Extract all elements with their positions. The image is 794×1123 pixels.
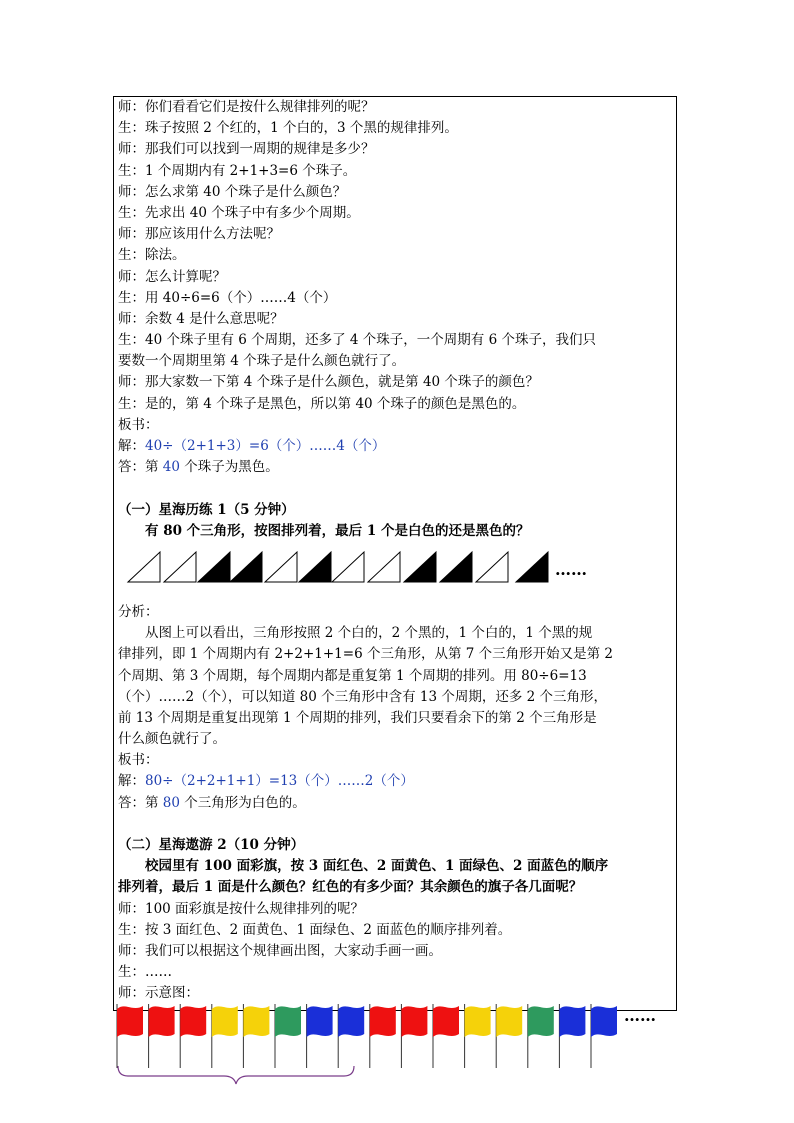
text-line: 个周期、第 3 个周期，每个周期内都是重复第 1 个周期的排列。用 80÷6=13 bbox=[118, 667, 587, 684]
text-line: 师：那应该用什么方法呢？ bbox=[118, 226, 280, 243]
white-triangle bbox=[368, 552, 400, 582]
answer-line-1 bbox=[118, 457, 670, 478]
text-line: 生：除法。 bbox=[118, 247, 186, 264]
analysis-label: 分析： bbox=[118, 603, 159, 620]
green-flag bbox=[528, 1004, 554, 1068]
blue-flag bbox=[307, 1004, 333, 1068]
solution-line-2 bbox=[118, 771, 670, 792]
red-flag bbox=[117, 1004, 143, 1068]
text-line: 师：我们可以根据这个规律画出图，大家动手画一画。 bbox=[118, 942, 442, 959]
red-flag bbox=[180, 1004, 206, 1068]
solution-prefix: 解： bbox=[118, 773, 145, 790]
red-flag bbox=[149, 1004, 175, 1068]
black-triangle bbox=[198, 552, 230, 582]
blue-flag bbox=[559, 1004, 585, 1068]
text-line: 律排列，即 1 个周期内有 2+2+1+1=6 个三角形，从第 7 个三角形开始又是第 2 bbox=[118, 646, 613, 663]
section2-question-line-1: 校园里有 100 面彩旗，按 3 面红色、2 面黄色、1 面绿色、2 面蓝色的顺序 bbox=[145, 858, 609, 875]
solution-expression: 40÷（2+1+3）=6（个）……4（个） bbox=[145, 438, 386, 454]
text-line: 师：余数 4 是什么意思呢？ bbox=[118, 310, 284, 327]
text-line: （个）……2（个），可以知道 80 个三角形中含有 13 个周期，还多 2 个三角形， bbox=[118, 688, 608, 705]
triangle-ellipsis: …… bbox=[555, 559, 587, 579]
black-triangle bbox=[404, 552, 436, 582]
black-triangle bbox=[516, 552, 548, 582]
black-triangle bbox=[440, 552, 472, 582]
answer-prefix: 答：第 bbox=[118, 459, 163, 476]
solution-line-1 bbox=[118, 436, 670, 457]
black-triangle bbox=[299, 552, 331, 582]
text-line: 生：…… bbox=[118, 964, 172, 981]
dialogue-block-1 bbox=[118, 97, 670, 436]
blue-flag bbox=[338, 1004, 364, 1068]
answer-suffix: 个三角形为白色的。 bbox=[179, 794, 306, 811]
white-triangle bbox=[476, 552, 508, 582]
red-flag bbox=[370, 1004, 396, 1068]
answer-number: 40 bbox=[162, 459, 180, 476]
triangle-sequence bbox=[118, 546, 670, 600]
text-line: 师：示意图： bbox=[118, 985, 199, 1002]
yellow-flag bbox=[465, 1004, 491, 1068]
answer-suffix: 个珠子为黑色。 bbox=[179, 459, 279, 476]
flag-figure bbox=[112, 998, 672, 1088]
text-line: 师：100 面彩旗是按什么规律排列的呢？ bbox=[118, 900, 365, 917]
text-line: 生：先求出 40 个珠子中有多少个周期。 bbox=[118, 204, 360, 221]
text-line: 生：1 个周期内有 2+1+3=6 个珠子。 bbox=[118, 162, 357, 179]
white-triangle bbox=[265, 552, 297, 582]
text-line: 师：你们看看它们是按什么规律排列的呢？ bbox=[118, 99, 375, 115]
answer-line-2 bbox=[118, 793, 670, 814]
text-line: 要数一个周期里第 4 个珠子是什么颜色就行了。 bbox=[118, 353, 406, 370]
dialogue-block-2 bbox=[118, 899, 670, 1005]
yellow-flag bbox=[212, 1004, 238, 1068]
section2-question-line-2: 排列着，最后 1 面是什么颜色？红色的有多少面？其余颜色的旗子各几面呢？ bbox=[118, 879, 583, 896]
section1-title: （一）星海历练 1（5 分钟） bbox=[118, 501, 295, 518]
answer-prefix: 答：第 bbox=[118, 794, 163, 811]
text-line: 师：那我们可以找到一周期的规律是多少？ bbox=[118, 141, 375, 158]
analysis-paragraph bbox=[118, 623, 670, 750]
blue-flag bbox=[591, 1004, 617, 1068]
board-label-2: 板书： bbox=[118, 752, 159, 769]
solution-prefix: 解： bbox=[118, 438, 145, 454]
document-content bbox=[118, 97, 670, 1005]
white-triangle bbox=[332, 552, 364, 582]
period-brace bbox=[118, 1066, 354, 1084]
text-line: 什么颜色就行了。 bbox=[118, 731, 226, 748]
red-flag bbox=[401, 1004, 427, 1068]
text-line: 师：怎么求第 40 个珠子是什么颜色？ bbox=[118, 183, 347, 200]
text-line: 前 13 个周期是重复出现第 1 个周期的排列，我们只要看余下的第 2 个三角形是 bbox=[118, 709, 597, 726]
solution-expression: 80÷（2+2+1+1）=13（个）……2（个） bbox=[145, 773, 414, 790]
white-triangle bbox=[128, 552, 160, 582]
text-line: 师：那大家数一下第 4 个珠子是什么颜色，就是第 40 个珠子的颜色？ bbox=[118, 374, 539, 391]
answer-number: 80 bbox=[162, 794, 180, 811]
green-flag bbox=[275, 1004, 301, 1068]
text-line: 生：是的，第 4 个珠子是黑色，所以第 40 个珠子的颜色是黑色的。 bbox=[118, 395, 526, 412]
text-line: 师：怎么计算呢？ bbox=[118, 268, 226, 285]
section2-title: （二）星海遨游 2（10 分钟） bbox=[118, 837, 305, 853]
yellow-flag bbox=[496, 1004, 522, 1068]
flag-diagram bbox=[112, 998, 672, 1092]
text-line: 生：用 40÷6=6（个）……4（个） bbox=[118, 289, 337, 306]
yellow-flag bbox=[243, 1004, 269, 1068]
black-triangle bbox=[230, 552, 262, 582]
white-triangle bbox=[164, 552, 196, 582]
red-flag bbox=[433, 1004, 459, 1068]
text-line: 生：珠子按照 2 个红的，1 个白的，3 个黑的规律排列。 bbox=[118, 120, 458, 137]
flag-ellipsis: …… bbox=[624, 1006, 656, 1025]
text-line: 生：40 个珠子里有 6 个周期，还多了 4 个珠子，一个周期有 6 个珠子，我们只 bbox=[118, 332, 596, 349]
text-line: 从图上可以看出，三角形按照 2 个白的，2 个黑的，1 个白的，1 个黑的规 bbox=[145, 625, 593, 642]
section1-question: 有 80 个三角形，按图排列着，最后 1 个是白色的还是黑色的？ bbox=[145, 522, 530, 539]
text-line: 生：按 3 面红色、2 面黄色、1 面绿色、2 面蓝色的顺序排列着。 bbox=[118, 921, 512, 938]
text-line: 板书： bbox=[118, 416, 159, 433]
